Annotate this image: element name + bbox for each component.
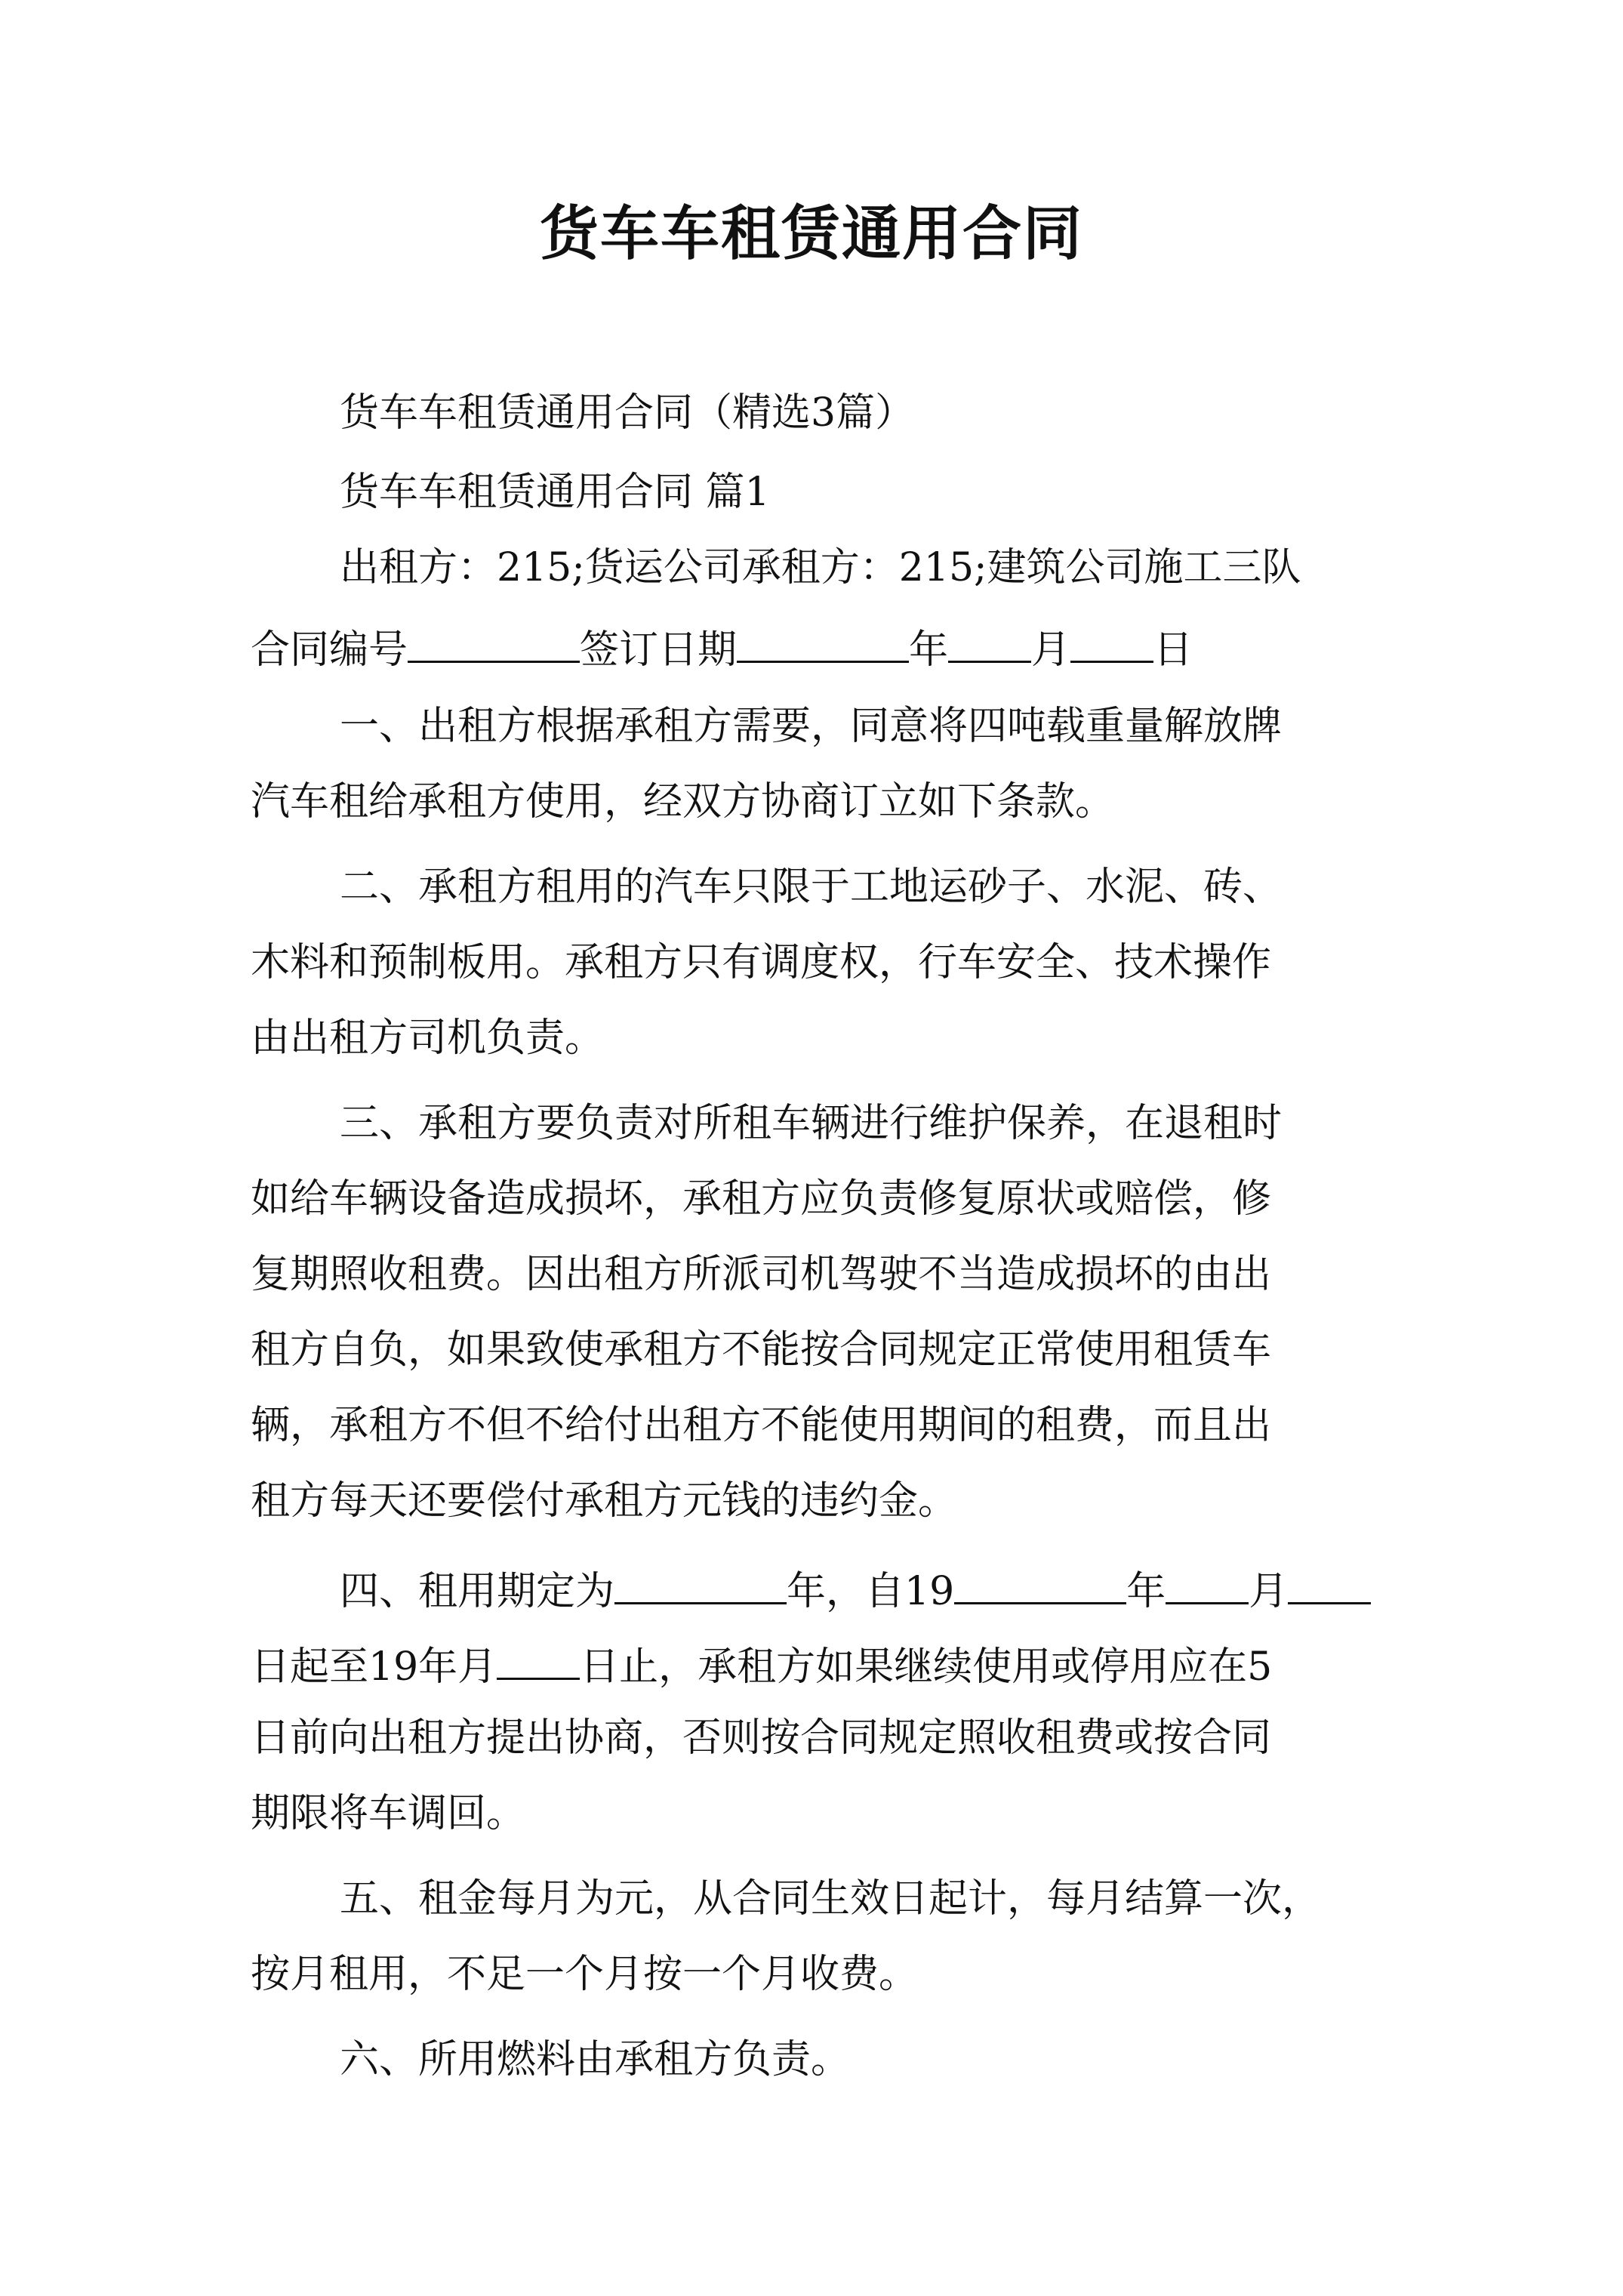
sign-month-blank	[948, 621, 1031, 663]
document-subtitle: 货车车租赁通用合同（精选3篇）	[340, 390, 915, 436]
section-heading: 货车车租赁通用合同 篇1	[340, 470, 770, 515]
term-years-blank	[614, 1563, 787, 1604]
clause4-line1	[0, 1563, 1623, 1616]
clause4-text-b: 年，自19	[787, 1569, 955, 1614]
clause2-line2: 木料和预制板用。承租方只有调度权，行车安全、技术操作	[251, 940, 1272, 985]
clause1-line2: 汽车租给承租方使用，经双方协商订立如下条款。	[251, 779, 1115, 824]
parties-line: 出租方：215;货运公司承租方：215;建筑公司施工三队	[340, 545, 1301, 590]
sign-date-label: 签订日期	[580, 627, 738, 673]
clause3-line5: 辆，承租方不但不给付出租方不能使用期间的租费，而且出	[251, 1403, 1272, 1448]
clause3-line2: 如给车辆设备造成损坏，承租方应负责修复原状或赔偿，修	[251, 1176, 1272, 1222]
clause4-text-d: 月	[1249, 1569, 1289, 1614]
start-year-blank	[954, 1563, 1126, 1604]
clause2-line3: 由出租方司机负责。	[251, 1015, 605, 1061]
clause4-line4: 期限将车调回。	[251, 1791, 526, 1836]
clause4-text-e: 日起至19年月	[251, 1644, 497, 1690]
sign-year-blank	[737, 621, 909, 663]
day-label: 日	[1153, 627, 1193, 673]
document-title: 货车车租赁通用合同	[539, 199, 1083, 268]
contract-number-blank	[408, 621, 580, 663]
contract-number-line	[0, 621, 1623, 674]
month-label: 月	[1031, 627, 1071, 673]
clause4-line3: 日前向出租方提出协商，否则按合同规定照收租费或按合同	[251, 1715, 1272, 1761]
clause3-line1: 三、承租方要负责对所租车辆进行维护保养，在退租时	[340, 1101, 1283, 1146]
clause6-line1: 六、所用燃料由承租方负责。	[340, 2037, 851, 2082]
start-month-blank	[1166, 1563, 1249, 1604]
end-day-blank	[497, 1638, 580, 1680]
clause3-line4: 租方自负，如果致使承租方不能按合同规定正常使用租赁车	[251, 1327, 1272, 1373]
clause4-line2	[0, 1638, 1623, 1691]
start-day-blank	[1288, 1563, 1371, 1604]
clause5-line1: 五、租金每月为元，从合同生效日起计，每月结算一次，	[340, 1876, 1322, 1922]
year-label: 年	[909, 627, 949, 673]
clause2-line1: 二、承租方租用的汽车只限于工地运砂子、水泥、砖、	[340, 864, 1283, 910]
clause3-line6: 租方每天还要偿付承租方元钱的违约金。	[251, 1478, 958, 1524]
clause4-text-f: 日止，承租方如果继续使用或停用应在5	[580, 1644, 1273, 1690]
contract-number-label: 合同编号	[251, 627, 408, 673]
clause1-line1: 一、出租方根据承租方需要，同意将四吨载重量解放牌	[340, 704, 1283, 749]
clause3-line3: 复期照收租费。因出租方所派司机驾驶不当造成损坏的由出	[251, 1252, 1272, 1297]
clause4-text-c: 年	[1126, 1569, 1166, 1614]
clause5-line2: 按月租用，不足一个月按一个月收费。	[251, 1952, 919, 1997]
clause4-text-a: 四、租用期定为	[340, 1569, 615, 1614]
sign-day-blank	[1070, 621, 1153, 663]
